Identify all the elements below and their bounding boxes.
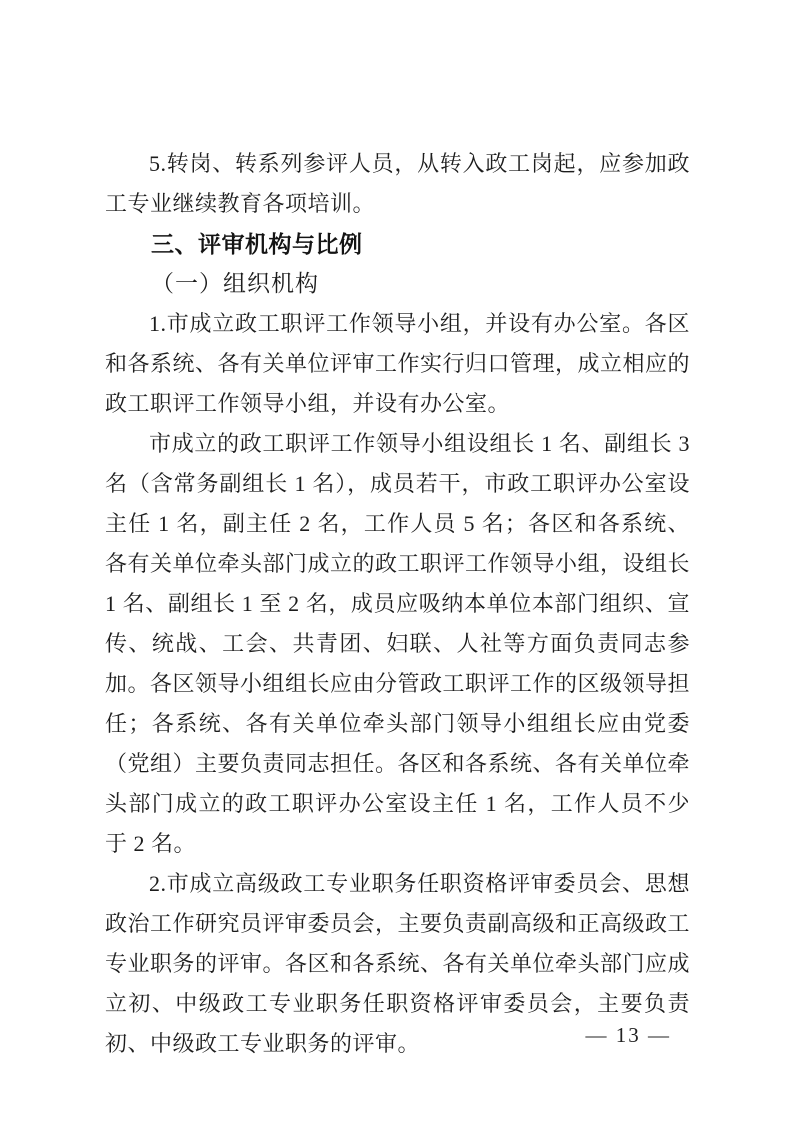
paragraph-leading-group-composition: 市成立的政工职评工作领导小组设组长 1 名、副组长 3 名（含常务副组长 1 名），成员若干，市政工职评办公室设主任 1 名，副主任 2 名，工作人员 5 名；各区和各系统、各有关单位牵头部门成立的政工职评工作领导小组，设组长 1 名、副组长 1 至 2 名，成员应吸纳本单位本部门组织、宣传、统战、工会、共青团、妇联、人社等方面负责同志参加。各区领导小组组长应由分管政工职评工作的区级领导担任；各系统、各有关单位牵头部门领导小组组长应由党委（党组）主要负责同志担任。各区和各系统、各有关单位牵头部门成立的政工职评办公室设主任 1 名，工作人员不少于 2 名。	[105, 431, 691, 856]
page-number: — 13 —	[585, 1023, 671, 1047]
paragraph-item-1: 1.市成立政工职评工作领导小组，并设有办公室。各区和各系统、各有关单位评审工作实行归口管理，成立相应的政工职评工作领导小组，并设有办公室。	[105, 311, 691, 416]
document-content	[105, 144, 690, 1064]
paragraph-item-5: 5.转岗、转系列参评人员，从转入政工岗起，应参加政工专业继续教育各项培训。	[105, 151, 690, 216]
section-heading-review-organization-and-ratio: 三、评审机构与比例	[151, 231, 363, 257]
paragraph-item-2: 2.市成立高级政工专业职务任职资格评审委员会、思想政治工作研究员评审委员会，主要负责副高级和正高级政工专业职务的评审。各区和各系统、各有关单位牵头部门应成立初、中级政工专业职务任职资格评审委员会，主要负责初、中级政工专业职务的评审。	[105, 871, 691, 1056]
subsection-heading-organization-structure: （一）组织机构	[151, 271, 319, 296]
